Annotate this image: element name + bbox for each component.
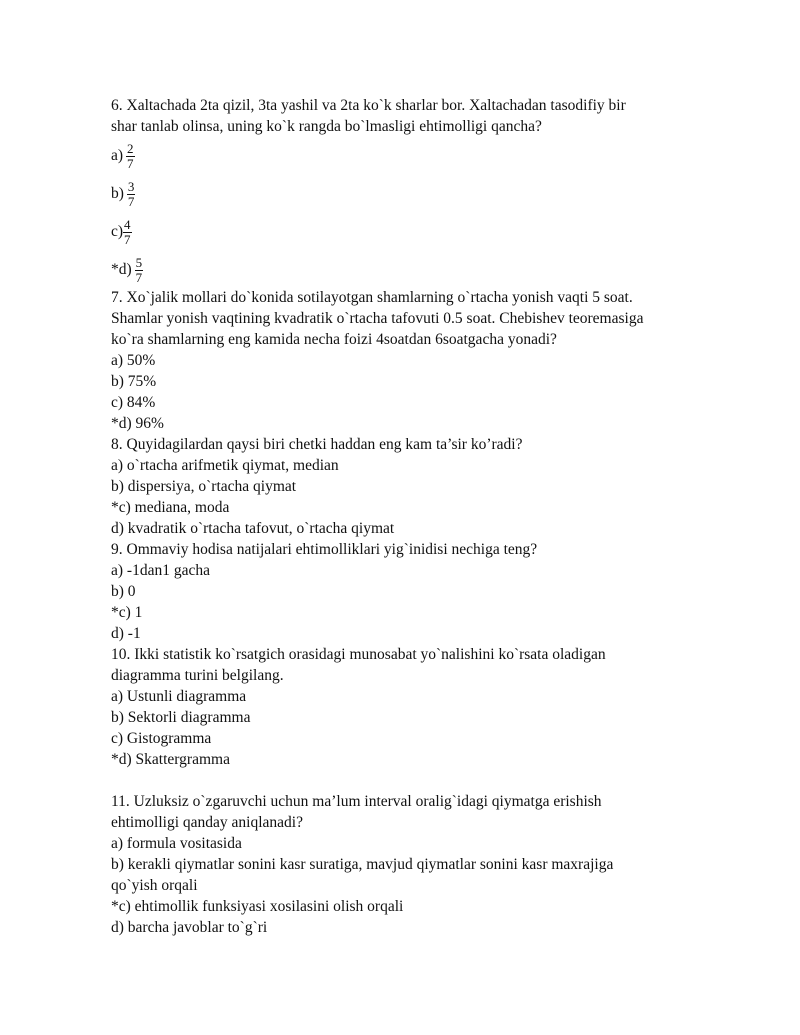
fraction-numerator: 2 bbox=[127, 140, 134, 156]
fraction-numerator: 5 bbox=[135, 254, 143, 270]
question-text-line: 6. Xaltachada 2ta qizil, 3ta yashil va 2ta ko`k sharlar bor. Xaltachadan tasodifiy bir bbox=[111, 97, 626, 114]
answer-option: a) Ustunli diagramma bbox=[111, 688, 247, 705]
fraction bbox=[126, 142, 135, 171]
answer-option: c) 84% bbox=[111, 394, 156, 411]
question-text-line: 7. Xo`jalik mollari do`konida sotilayotgan shamlarning o`rtacha yonish vaqti 5 soat. bbox=[111, 289, 633, 306]
fraction-numerator: 4 bbox=[124, 216, 131, 232]
answer-option-correct: *c) mediana, moda bbox=[111, 499, 230, 516]
question-9-text: 9. Ommaviy hodisa natijalari ehtimolliklari yig`inidisi nechiga teng? bbox=[111, 541, 538, 558]
answer-option-correct: *c) ehtimollik funksiyasi xosilasini olish orqali bbox=[111, 898, 404, 915]
answer-option-correct bbox=[111, 251, 751, 289]
answer-option: b) 0 bbox=[111, 583, 136, 600]
answer-option: d) -1 bbox=[111, 625, 141, 642]
answer-option-continuation: qo`yish orqali bbox=[111, 877, 198, 894]
answer-option bbox=[111, 137, 751, 175]
question-text-line: 11. Uzluksiz o`zgaruvchi uchun ma’lum interval oralig`idagi qiymatga erishish bbox=[111, 793, 602, 810]
answer-option bbox=[111, 175, 751, 213]
fraction-denominator: 7 bbox=[127, 155, 134, 171]
fraction-denominator: 7 bbox=[127, 193, 135, 209]
question-7 bbox=[111, 287, 751, 770]
question-10-text-line: 10. Ikki statistik ko`rsatgich orasidagi munosabat yo`nalishini ko`rsata oladigan bbox=[111, 646, 606, 663]
answer-option: a) o`rtacha arifmetik qiymat, median bbox=[111, 457, 339, 474]
option-label: b) bbox=[111, 185, 124, 202]
fraction bbox=[127, 180, 136, 209]
answer-option: b) kerakli qiymatlar sonini kasr suratiga, mavjud qiymatlar sonini kasr maxrajiga bbox=[111, 856, 614, 873]
answer-option: a) 50% bbox=[111, 352, 156, 369]
answer-option: d) kvadratik o`rtacha tafovut, o`rtacha qiymat bbox=[111, 520, 395, 537]
fraction-denominator: 7 bbox=[124, 231, 131, 247]
answer-option: a) -1dan1 gacha bbox=[111, 562, 210, 579]
fraction-denominator: 7 bbox=[135, 269, 143, 285]
answer-option: b) dispersiya, o`rtacha qiymat bbox=[111, 478, 297, 495]
question-10-text-line: diagramma turini belgilang. bbox=[111, 667, 284, 684]
option-label: a) bbox=[111, 147, 124, 164]
answer-option bbox=[111, 213, 751, 251]
answer-option: a) formula vositasida bbox=[111, 835, 242, 852]
question-8-text: 8. Quyidagilardan qaysi biri chetki haddan eng kam ta’sir ko’radi? bbox=[111, 436, 523, 453]
question-text-line: Shamlar yonish vaqtining kvadratik o`rtacha tafovuti 0.5 soat. Chebishev teoremasiga bbox=[111, 310, 644, 327]
question-6 bbox=[111, 95, 751, 289]
option-label: c) bbox=[111, 223, 124, 240]
fraction bbox=[123, 218, 132, 247]
question-text-line: ko`ra shamlarning eng kamida necha foizi 4soatdan 6soatgacha yonadi? bbox=[111, 331, 557, 348]
answer-option: b) Sektorli diagramma bbox=[111, 709, 251, 726]
answer-option-correct: *d) Skattergramma bbox=[111, 751, 230, 768]
answer-option-correct: *c) 1 bbox=[111, 604, 143, 621]
answer-option: c) Gistogramma bbox=[111, 730, 212, 747]
question-11 bbox=[111, 791, 751, 938]
option-label: *d) bbox=[111, 261, 132, 278]
answer-option: d) barcha javoblar to`g`ri bbox=[111, 919, 268, 936]
fraction bbox=[135, 256, 144, 285]
fraction-numerator: 3 bbox=[127, 178, 135, 194]
answer-option-correct: *d) 96% bbox=[111, 415, 164, 432]
question-text-line: ehtimolligi qanday aniqlanadi? bbox=[111, 814, 303, 831]
question-text-line: shar tanlab olinsa, uning ko`k rangda bo`lmasligi ehtimolligi qancha? bbox=[111, 118, 542, 135]
answer-option: b) 75% bbox=[111, 373, 157, 390]
